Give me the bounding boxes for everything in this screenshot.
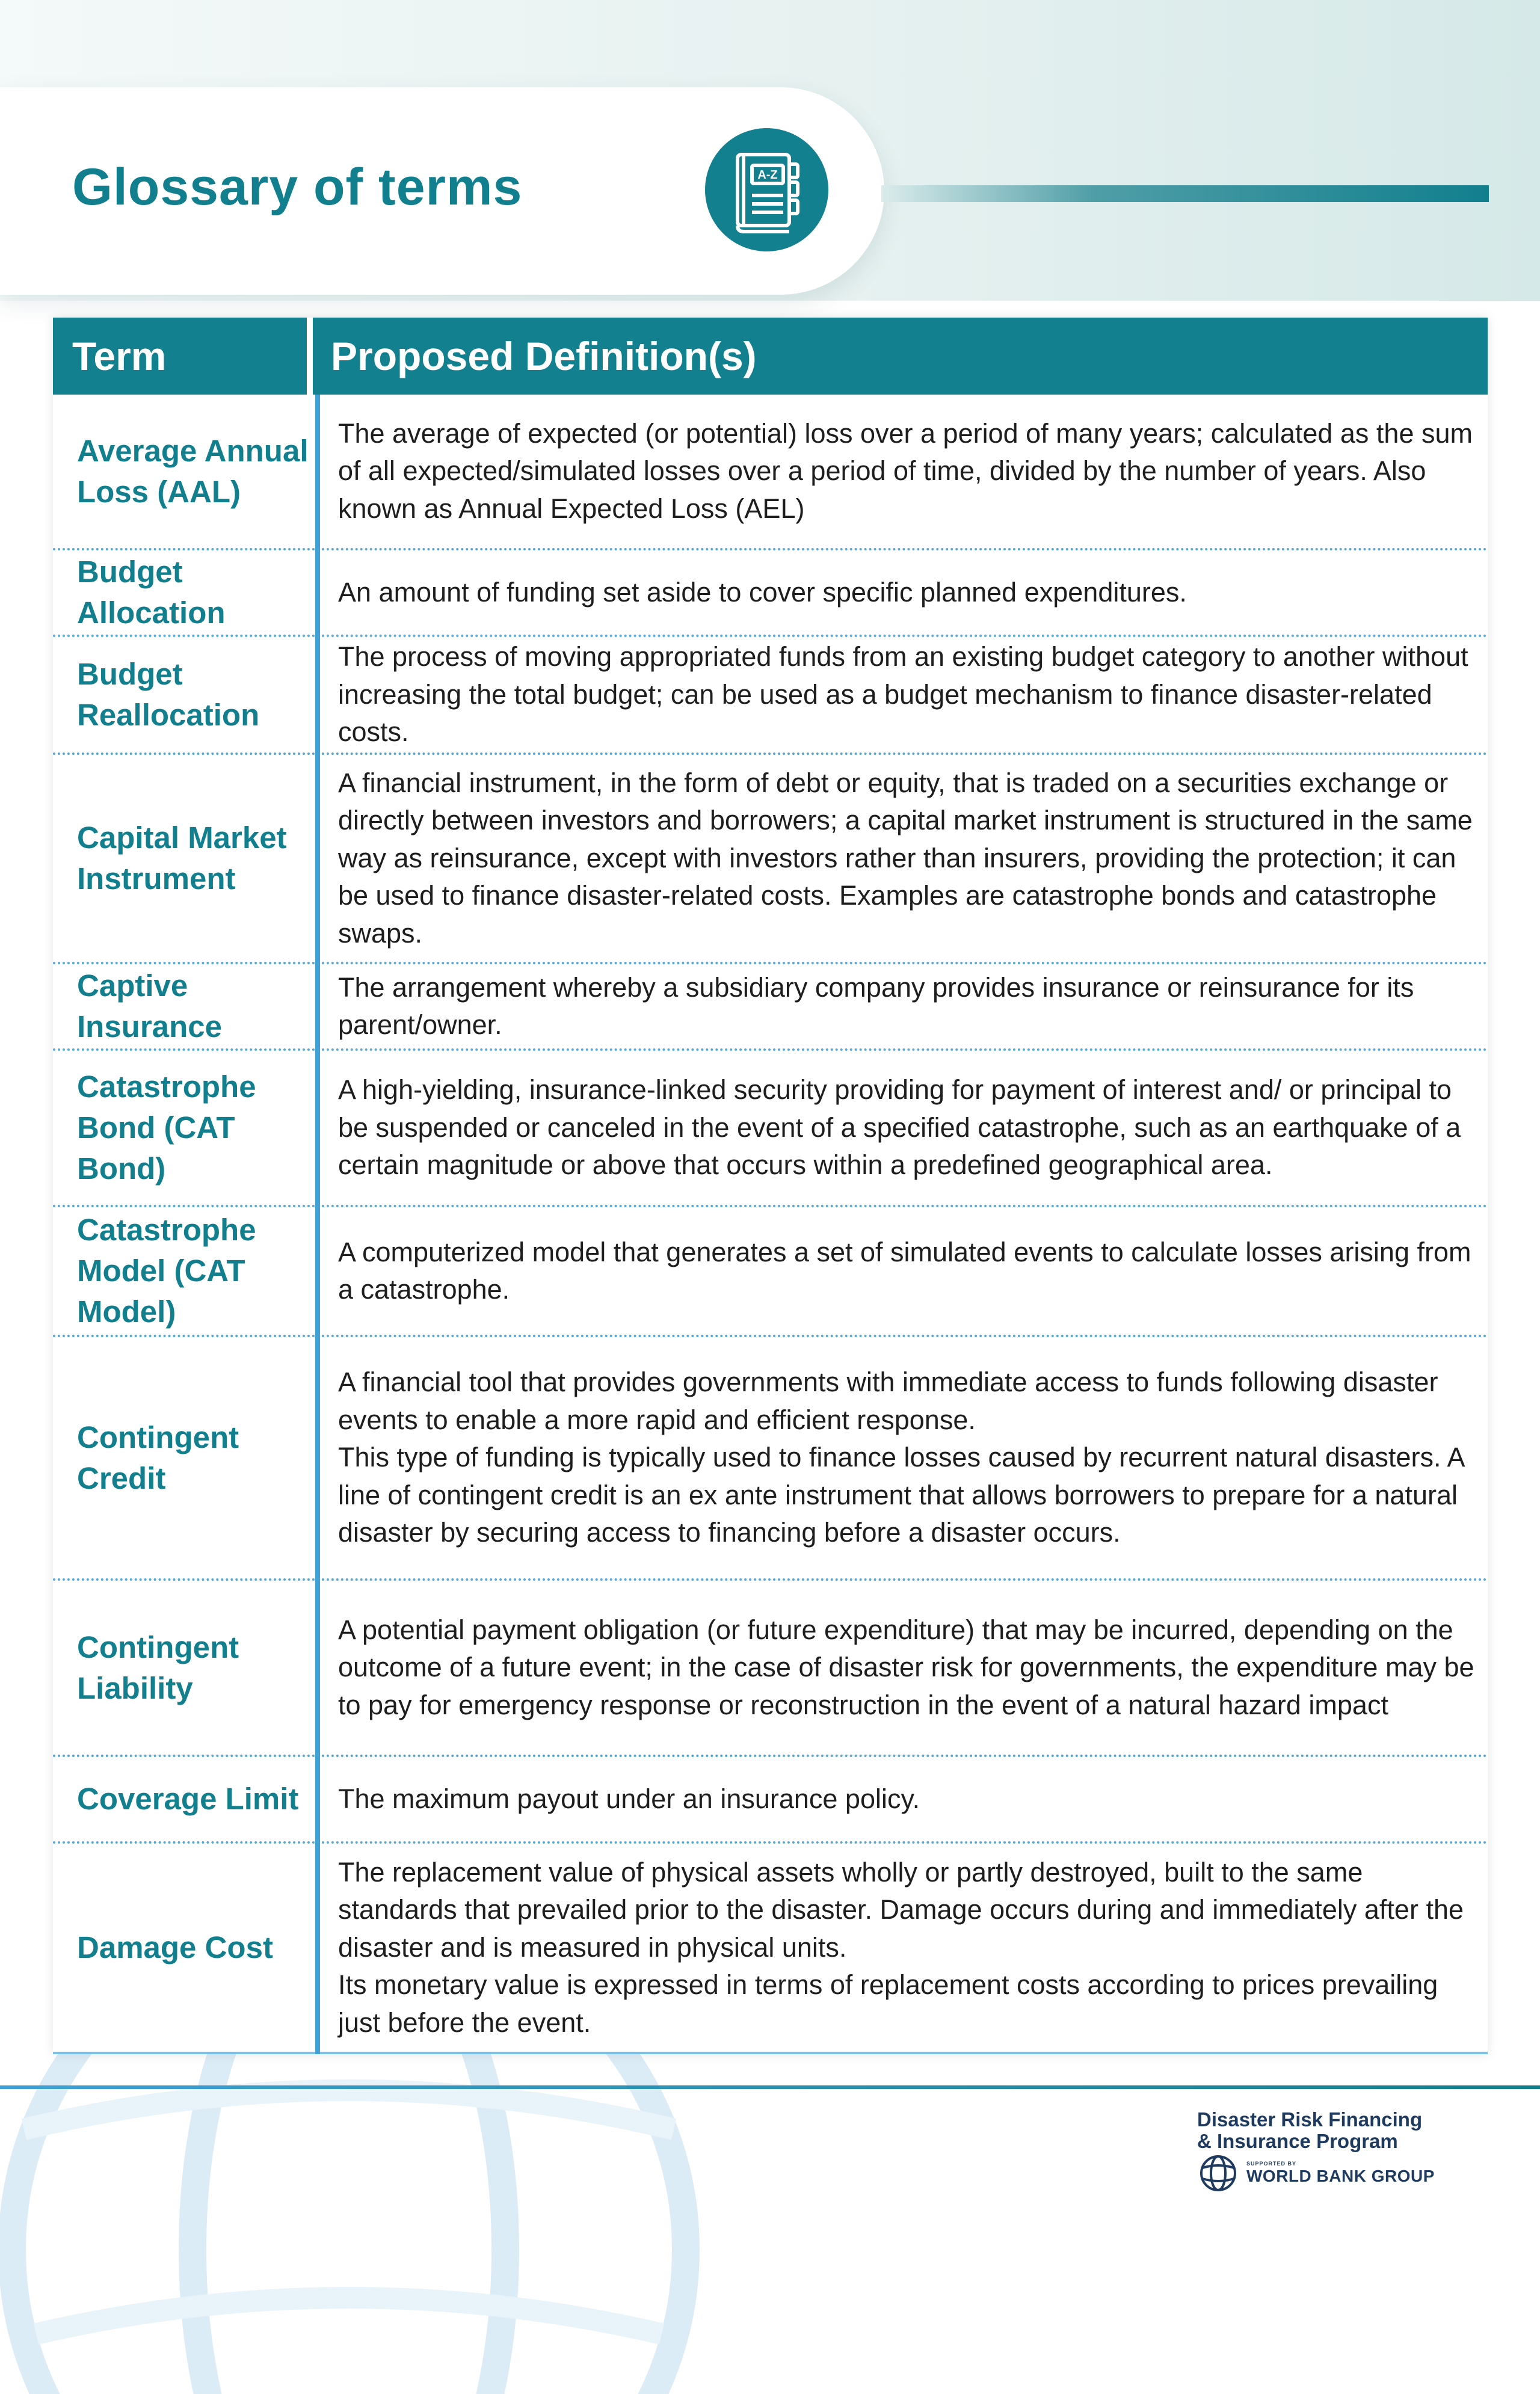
- definition-cell: A computerized model that generates a set of simulated events to calculate losses arising from a catastrophe.: [338, 1236, 1471, 1305]
- definition-cell: An amount of funding set aside to cover specific planned expenditures.: [338, 576, 1187, 608]
- definition-cell: The replacement value of physical assets wholly or partly destroyed, built to the same standards that prevailed prior to the disaster. Damage occurs during and immediately after the disaster and is measured in physical units. Its monetary value is expressed in terms of replacement costs according to prices prevailing just before the event.: [338, 1856, 1464, 2038]
- definition-cell: A high-yielding, insurance-linked security providing for payment of interest and/ or principal to be suspended or canceled in the event of a specified catastrophe, such as an earthquake of a certain magnitude or above that occurs within a predefined geographical area.: [338, 1074, 1461, 1181]
- table-row: [53, 395, 1488, 550]
- world-bank-group-logo: [1197, 2152, 1438, 2194]
- term-cell: Catastrophe Bond (CAT Bond): [77, 1069, 256, 1186]
- term-cell: Coverage Limit: [77, 1782, 299, 1816]
- program-name-line1: Disaster Risk Financing: [1197, 2108, 1423, 2131]
- world-bank-group-name: WORLD BANK GROUP: [1246, 2167, 1435, 2185]
- term-cell: Budget Allocation: [77, 555, 226, 630]
- definition-cell: A financial tool that provides governments with immediate access to funds following disaster events to enable a more rapid and efficient response. This type of funding is typically used to finance losses caused by recurrent natural disasters. A line of contingent credit is an ex ante instrument that allows borrowers to prepare for a natural disaster by securing access to financing before a disaster occurs.: [338, 1367, 1464, 1548]
- table-body: [53, 395, 1488, 2054]
- term-cell: Catastrophe Model (CAT Model): [77, 1213, 256, 1329]
- table-row: [53, 1207, 1488, 1337]
- supported-by-label: SUPPORTED BY: [1246, 2161, 1297, 2167]
- table-row: [53, 755, 1488, 964]
- definition-cell: A financial instrument, in the form of debt or equity, that is traded on a securities exchange or directly between investors and borrowers; a capital market instrument is structured in the same way as reinsurance, except with investors rather than insurers, providing the protection; it can be used to finance disaster-related costs. Examples are catastrophe bonds and catastrophe swaps.: [338, 767, 1473, 949]
- glossary-table: [53, 318, 1488, 2054]
- table-row: [53, 550, 1488, 637]
- table-row: [53, 1844, 1488, 2054]
- title-rule: [881, 185, 1489, 202]
- column-header-term: Term: [53, 318, 313, 395]
- term-cell: Budget Reallocation: [77, 657, 260, 732]
- page-title: Glossary of terms: [72, 158, 523, 216]
- footer-rule: [0, 2085, 1540, 2089]
- program-name-line2: & Insurance Program: [1197, 2130, 1398, 2152]
- column-header-definition: Proposed Definition(s): [331, 334, 757, 378]
- term-cell: Capital Market Instrument: [77, 820, 287, 896]
- term-cell: Contingent Liability: [77, 1629, 239, 1705]
- table-row: [53, 1581, 1488, 1757]
- table-header: [53, 318, 1488, 395]
- table-row: [53, 964, 1488, 1051]
- table-row: [53, 1337, 1488, 1581]
- term-cell: Captive Insurance: [77, 968, 222, 1044]
- glossary-book-icon: [705, 128, 828, 251]
- az-label: A-Z: [757, 168, 778, 182]
- term-cell: Contingent Credit: [77, 1420, 239, 1495]
- table-row: [53, 1051, 1488, 1207]
- definition-cell: The arrangement whereby a subsidiary company provides insurance or reinsurance for its parent/owner.: [338, 971, 1414, 1040]
- table-row: [53, 1757, 1488, 1844]
- term-cell: Average Annual Loss (AAL): [77, 433, 309, 509]
- definition-cell: The maximum payout under an insurance policy.: [338, 1783, 920, 1814]
- term-cell: Damage Cost: [77, 1930, 273, 1965]
- footer-logo: [1197, 2109, 1438, 2211]
- table-row: [53, 637, 1488, 755]
- definition-cell: The process of moving appropriated funds from an existing budget category to another without increasing the total budget; can be used as a budget mechanism to finance disaster-related costs.: [338, 641, 1468, 748]
- definition-cell: A potential payment obligation (or future expenditure) that may be incurred, depending on the outcome of a future event; in the case of disaster risk for governments, the expenditure may be to pay for emergency response or reconstruction in the event of a natural hazard impact: [338, 1614, 1474, 1720]
- world-bank-globe-icon: [1197, 2152, 1239, 2194]
- definition-cell: The average of expected (or potential) loss over a period of many years; calculated as the sum of all expected/simulated losses over a period of time, divided by the number of years. Also known as Annual Expected Loss (AEL): [338, 417, 1473, 524]
